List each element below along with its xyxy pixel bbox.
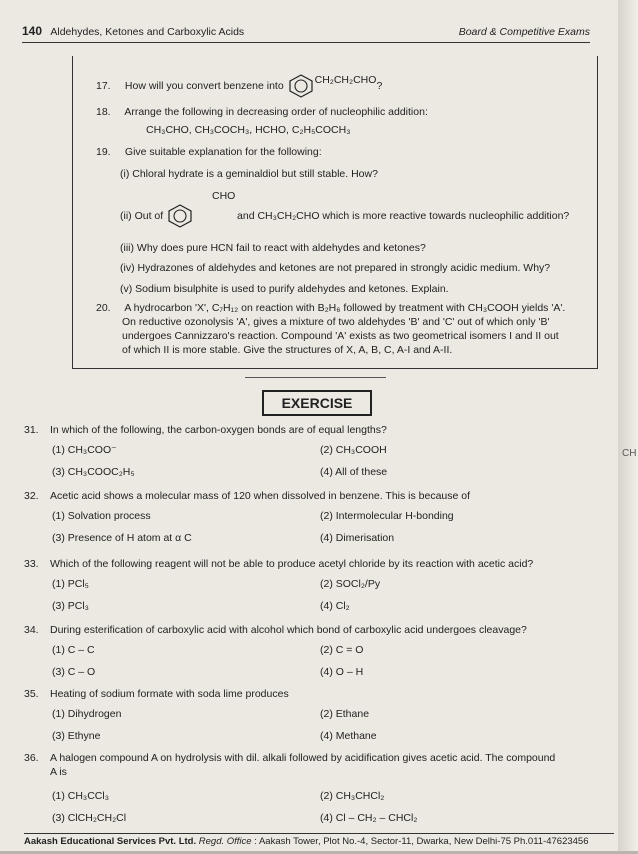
question-19-iv: (iv) Hydrazones of aldehydes and ketones are not prepared in strongly acidic medium. Why?: [120, 262, 551, 274]
option-4: (4) All of these: [320, 466, 388, 478]
question-19-ii: (ii) Out of and CH₃CH₂CHO which is more reactive towards nucleophilic addition?: [120, 204, 569, 228]
option-1: (1) Dihydrogen: [52, 708, 122, 720]
option-1: (1) C – C: [52, 644, 95, 656]
option-2: (2) CH₃COOH: [320, 444, 387, 456]
exercise-question-cont: A is: [50, 766, 67, 778]
question-19-v: (v) Sodium bisulphite is used to purify aldehydes and ketones. Explain.: [120, 283, 449, 295]
footer-address: : Aakash Tower, Plot No.-4, Sector-11, Dwarka, New Delhi-75 Ph.011-47623456: [254, 836, 589, 847]
option-2: (2) C = O: [320, 644, 364, 656]
exercise-question: 33. Which of the following reagent will not be able to produce acetyl chloride by its reaction with acetic acid?: [24, 558, 534, 570]
option-3: (3) C – O: [52, 666, 96, 678]
cho-group: CHO: [212, 190, 236, 202]
question-18-list: CH₃CHO, CH₃COCH₃, HCHO, C₂H₅COCH₃: [146, 124, 351, 136]
question-17: 17. How will you convert benzene into CH₂CH₂CHO?: [96, 74, 382, 98]
option-2: (2) Intermolecular H-bonding: [320, 510, 454, 522]
benzene-ring-icon: [166, 204, 194, 228]
question-20-line2: On reductive ozonolysis 'A', gives a mixture of two aldehydes 'B' and 'C' out of which only 'B': [122, 316, 550, 328]
question-18: 18. Arrange the following in decreasing order of nucleophilic addition:: [96, 106, 428, 118]
question-20: 20. A hydrocarbon 'X', C₇H₁₂ on reaction with B₂H₆ followed by treatment with CH₃COOH yields 'A'.: [96, 302, 566, 314]
option-2: (2) Ethane: [320, 708, 370, 720]
benzene-ring-icon: [287, 74, 315, 98]
page-header: [22, 24, 590, 43]
footer-office-label: Regd. Office: [198, 836, 252, 847]
question-19-i: (i) Chloral hydrate is a geminaldiol but still stable. How?: [120, 168, 378, 180]
footer-company: Aakash Educational Services Pvt. Ltd.: [24, 836, 197, 847]
exercise-question: 32. Acetic acid shows a molecular mass of 120 when dissolved in benzene. This is because of: [24, 490, 471, 502]
option-1: (1) PCl₅: [52, 578, 89, 590]
exercise-heading: EXERCISE: [262, 390, 372, 416]
option-3: (3) CH₃COOC₂H₅: [52, 466, 135, 478]
option-2: (2) SOCl₂/Py: [320, 578, 381, 590]
option-2: (2) CH₃CHCl₂: [320, 790, 385, 802]
exercise-question: 36. A halogen compound A on hydrolysis with dil. alkali followed by acidification gives acetic acid. The compound: [24, 752, 556, 764]
option-3: (3) Ethyne: [52, 730, 101, 742]
option-4: (4) Dimerisation: [320, 532, 395, 544]
option-4: (4) O – H: [320, 666, 364, 678]
option-3: (3) Presence of H atom at α C: [52, 532, 192, 544]
divider: [245, 377, 386, 378]
series-title: Board & Competitive Exams: [458, 26, 590, 38]
option-3: (3) ClCH₂CH₂Cl: [52, 812, 127, 824]
chapter-title: Aldehydes, Ketones and Carboxylic Acids: [50, 26, 245, 38]
option-4: (4) Cl – CH₂ – CHCl₂: [320, 812, 418, 824]
question-19: 19. Give suitable explanation for the following:: [96, 146, 322, 158]
question-20-line3: undergoes Cannizzaro's reaction. Compound 'A' exists as two geometrical isomers I and II out: [122, 330, 559, 342]
exercise-question: 31. In which of the following, the carbon-oxygen bonds are of equal lengths?: [24, 424, 387, 436]
question-19-iii: (iii) Why does pure HCN fail to react with aldehydes and ketones?: [120, 242, 426, 254]
option-1: (1) CH₃CCl₃: [52, 790, 109, 802]
edge-mark: CH: [622, 448, 637, 459]
option-1: (1) CH₃COO⁻: [52, 444, 117, 456]
option-3: (3) PCl₃: [52, 600, 89, 612]
exercise-question: 34. During esterification of carboxylic acid with alcohol which bond of carboxylic acid undergoes cleavage?: [24, 624, 527, 636]
question-20-line4: of which II is more stable. Give the structures of X, A, B, C, A-I and A-II.: [122, 344, 453, 356]
adjacent-page-edge: [618, 0, 638, 851]
exercise-question: 35. Heating of sodium formate with soda lime produces: [24, 688, 289, 700]
page-number: 140: [22, 24, 43, 38]
option-4: (4) Cl₂: [320, 600, 350, 612]
option-4: (4) Methane: [320, 730, 377, 742]
option-1: (1) Solvation process: [52, 510, 151, 522]
